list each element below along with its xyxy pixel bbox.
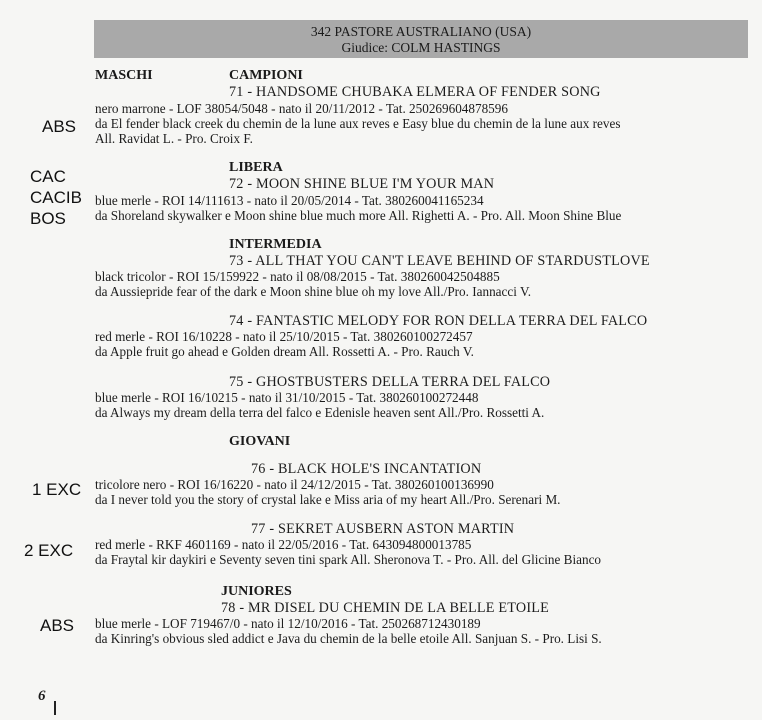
entry-76-title: 76 - BLACK HOLE'S INCANTATION xyxy=(251,461,482,477)
section-juniores: JUNIORES xyxy=(221,584,292,599)
entry-76-details: tricolore nero - ROI 16/16220 - nato il 24/12/2015 - Tat. 380260100136990 xyxy=(95,477,494,492)
judge-name: Giudice: COLM HASTINGS xyxy=(341,40,501,55)
entry-72-result-bos: BOS xyxy=(30,209,66,228)
entry-73-details: black tricolor - ROI 15/159922 - nato il 08/08/2015 - Tat. 380260042504885 xyxy=(95,269,500,284)
entry-72-parents: da Shoreland skywalker e Moon shine blue much more All. Righetti A. - Pro. All. Moon Shine Blue xyxy=(95,208,622,223)
entry-72-title: 72 - MOON SHINE BLUE I'M YOUR MAN xyxy=(229,176,495,192)
entry-71-parents: da El fender black creek du chemin de la lune aux reves e Easy blue du chemin de la lune aux reves xyxy=(95,116,621,131)
entry-78-title: 78 - MR DISEL DU CHEMIN DE LA BELLE ETOILE xyxy=(221,600,549,616)
entry-73-title: 73 - ALL THAT YOU CAN'T LEAVE BEHIND OF STARDUSTLOVE xyxy=(229,253,650,269)
page-number: 6 xyxy=(38,688,46,704)
entry-74-parents: da Apple fruit go ahead e Golden dream All. Rossetti A. - Pro. Rauch V. xyxy=(95,344,474,359)
entry-78-result: ABS xyxy=(40,616,75,635)
section-campioni: CAMPIONI xyxy=(229,68,303,83)
entry-77-title: 77 - SEKRET AUSBERN ASTON MARTIN xyxy=(251,521,515,537)
entry-72-details: blue merle - ROI 14/111613 - nato il 20/05/2014 - Tat. 380260041165234 xyxy=(95,193,484,208)
entry-75-title: 75 - GHOSTBUSTERS DELLA TERRA DEL FALCO xyxy=(229,374,551,390)
entry-71-breeder: All. Ravidat L. - Pro. Croix F. xyxy=(95,131,253,146)
entry-75-details: blue merle - ROI 16/10215 - nato il 31/10/2015 - Tat. 380260100272448 xyxy=(95,390,479,405)
breed-title: 342 PASTORE AUSTRALIANO (USA) xyxy=(310,24,532,39)
entry-76-parents: da I never told you the story of crystal lake e Miss aria of my heart All./Pro. Serenari M. xyxy=(95,492,561,507)
entry-76-result: 1 EXC xyxy=(32,480,82,499)
entry-71-details: nero marrone - LOF 38054/5048 - nato il 20/11/2012 - Tat. 250269604878596 xyxy=(95,101,508,116)
entry-77-result: 2 EXC xyxy=(24,541,74,560)
entry-71-title: 71 - HANDSOME CHUBAKA ELMERA OF FENDER SONG xyxy=(229,84,601,100)
entry-78-details: blue merle - LOF 719467/0 - nato il 12/10/2016 - Tat. 250268712430189 xyxy=(95,616,481,631)
entry-72-result-cacib: CACIB xyxy=(30,188,82,207)
section-libera: LIBERA xyxy=(229,160,283,175)
entry-74-details: red merle - ROI 16/10228 - nato il 25/10/2015 - Tat. 380260100272457 xyxy=(95,329,473,344)
breed-header xyxy=(94,20,748,58)
entry-72-result-cac: CAC xyxy=(30,167,66,186)
entry-75-parents: da Always my dream della terra del falco e Edenisle heaven sent All./Pro. Rossetti A. xyxy=(95,405,545,420)
section-giovani: GIOVANI xyxy=(229,434,291,449)
entry-73-parents: da Aussiepride fear of the dark e Moon shine blue oh my love All./Pro. Iannacci V. xyxy=(95,284,532,299)
page-marker-line xyxy=(54,701,56,715)
entry-77-parents: da Fraytal kir daykiri e Seventy seven tini spark All. Sheronova T. - Pro. All. del Glicine Bianco xyxy=(95,552,602,567)
section-maschi: MASCHI xyxy=(95,68,153,83)
section-intermedia: INTERMEDIA xyxy=(229,237,322,252)
entry-78-parents: da Kinring's obvious sled addict e Java du chemin de la belle etoile All. Sanjuan S. - Pro. Lisi S. xyxy=(95,631,602,646)
entry-77-details: red merle - RKF 4601169 - nato il 22/05/2016 - Tat. 643094800013785 xyxy=(95,537,472,552)
entry-71-result: ABS xyxy=(42,117,77,136)
entry-74-title: 74 - FANTASTIC MELODY FOR RON DELLA TERRA DEL FALCO xyxy=(229,313,648,329)
